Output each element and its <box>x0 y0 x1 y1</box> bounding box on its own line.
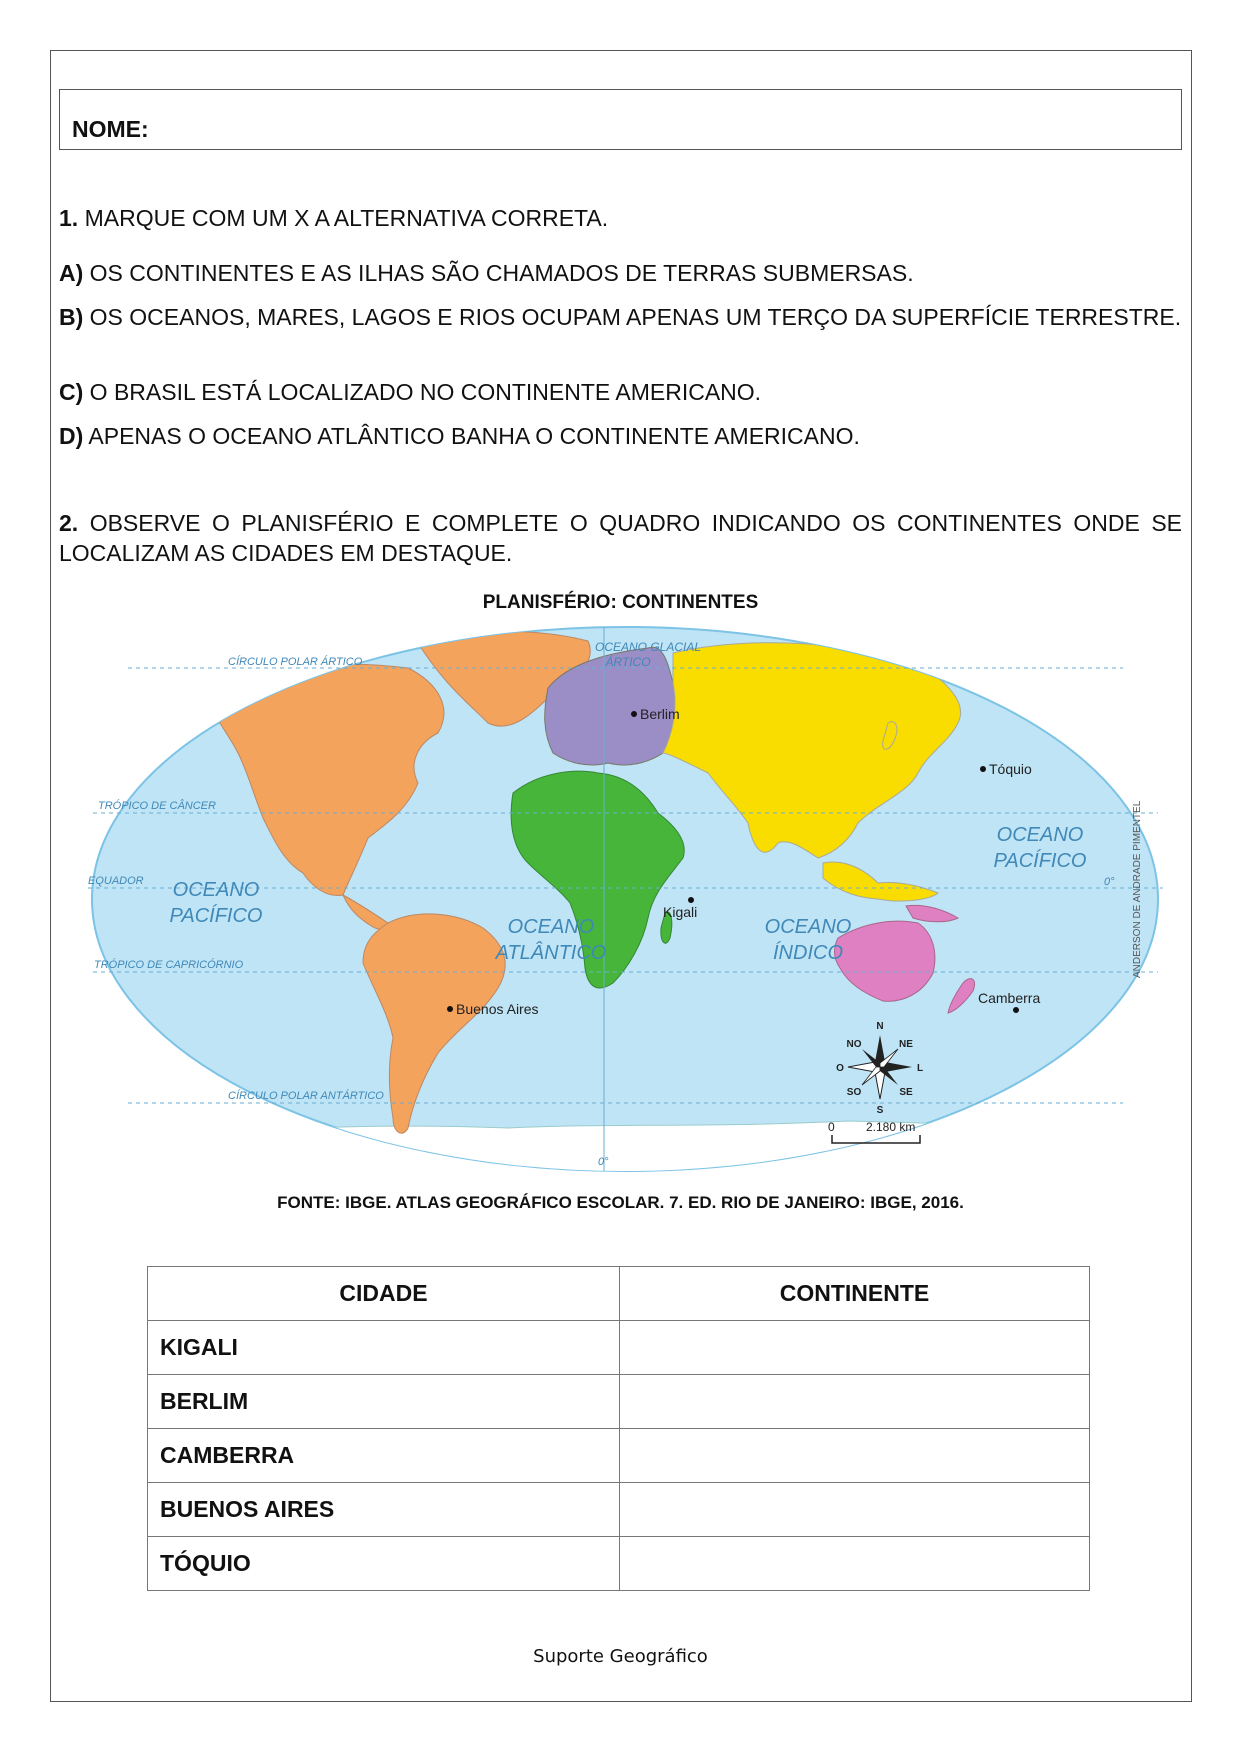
city-cell: KIGALI <box>148 1321 620 1375</box>
compass-no: NO <box>846 1039 862 1050</box>
map-source: FONTE: IBGE. ATLAS GEOGRÁFICO ESCOLAR. 7. ED. RIO DE JANEIRO: IBGE, 2016. <box>277 1193 964 1212</box>
q1-number: 1. <box>59 205 79 231</box>
kigali-dot <box>688 897 694 903</box>
q2-text: OBSERVE O PLANISFÉRIO E COMPLETE O QUADRO INDICANDO OS CONTINENTES ONDE SE LOCALIZAM AS CIDADES EM DESTAQUE. <box>59 510 1182 566</box>
q1-option-a[interactable] <box>59 258 1182 288</box>
compass-n: N <box>876 1021 884 1032</box>
equator-label: EQUADOR <box>88 875 144 887</box>
equator-degree-label: 0° <box>1104 876 1115 888</box>
arctic-ocean-label-1: OCEANO GLACIAL <box>594 640 702 654</box>
camberra-dot <box>1013 1007 1019 1013</box>
option-letter: B) <box>59 304 84 330</box>
indian-label-1: OCEANO <box>764 916 852 938</box>
continent-answer-cell[interactable] <box>620 1321 1090 1375</box>
q2-number: 2. <box>59 510 79 536</box>
q1-text: MARQUE COM UM X A ALTERNATIVA CORRETA. <box>84 205 609 231</box>
table-row <box>148 1537 1090 1591</box>
name-label: NOME: <box>72 116 149 142</box>
city-cell: TÓQUIO <box>148 1537 620 1591</box>
header-continente: CONTINENTE <box>620 1267 1090 1321</box>
buenos-aires-label: Buenos Aires <box>456 1001 539 1017</box>
capricorn-label: TRÓPICO DE CAPRICÓRNIO <box>94 959 244 971</box>
atlantic-label-2: ATLÂNTICO <box>495 942 607 964</box>
cancer-label: TRÓPICO DE CÂNCER <box>98 800 216 812</box>
option-text: O BRASIL ESTÁ LOCALIZADO NO CONTINENTE AMERICANO. <box>89 379 762 405</box>
q1-prompt <box>59 203 1182 233</box>
toquio-dot <box>980 766 986 772</box>
option-text: OS OCEANOS, MARES, LAGOS E RIOS OCUPAM APENAS UM TERÇO DA SUPERFÍCIE TERRESTRE. <box>89 304 1182 330</box>
header-cidade: CIDADE <box>148 1267 620 1321</box>
antarctic-circle-label: CÍRCULO POLAR ANTÁRTICO <box>228 1090 384 1102</box>
continent-answer-cell[interactable] <box>620 1429 1090 1483</box>
compass-o: O <box>836 1063 844 1074</box>
map-credit: ANDERSON DE ANDRADE PIMENTEL <box>1132 800 1143 978</box>
table-row <box>148 1321 1090 1375</box>
q1-option-d[interactable] <box>59 421 1182 451</box>
compass-so: SO <box>846 1087 862 1098</box>
name-field[interactable] <box>59 89 1182 150</box>
city-cell: BERLIM <box>148 1375 620 1429</box>
option-letter: A) <box>59 260 84 286</box>
table-row <box>148 1375 1090 1429</box>
option-letter: D) <box>59 423 84 449</box>
arctic-ocean-label-2: ÁRTICO <box>605 655 651 669</box>
pacific-east-label-2: PACÍFICO <box>993 850 1087 872</box>
camberra-label: Camberra <box>978 990 1041 1006</box>
scale-zero: 0 <box>828 1120 835 1134</box>
footer-credit: Suporte Geográfico <box>533 1646 708 1667</box>
compass-se: SE <box>899 1087 913 1098</box>
compass-ne: NE <box>899 1039 913 1050</box>
continent-answer-cell[interactable] <box>620 1375 1090 1429</box>
prime-meridian-label: 0° <box>598 1156 609 1168</box>
berlim-dot <box>631 711 637 717</box>
option-letter: C) <box>59 379 84 405</box>
pacific-west-label-1: OCEANO <box>172 879 260 901</box>
cities-table <box>147 1266 1090 1591</box>
continent-answer-cell[interactable] <box>620 1483 1090 1537</box>
q1-option-c[interactable] <box>59 377 1182 407</box>
pacific-west-label-2: PACÍFICO <box>169 905 263 927</box>
compass-l: L <box>916 1063 924 1074</box>
atlantic-label-1: OCEANO <box>507 916 595 938</box>
scale-distance: 2.180 km <box>866 1120 916 1134</box>
option-text: APENAS O OCEANO ATLÂNTICO BANHA O CONTINENTE AMERICANO. <box>88 423 860 449</box>
toquio-label: Tóquio <box>989 761 1032 777</box>
pacific-east-label-1: OCEANO <box>996 824 1084 846</box>
indian-label-2: ÍNDICO <box>773 942 843 964</box>
q2-prompt <box>59 508 1182 568</box>
berlim-label: Berlim <box>640 706 680 722</box>
arctic-circle-label: CÍRCULO POLAR ÁRTICO <box>228 656 363 668</box>
map-title: PLANISFÉRIO: CONTINENTES <box>482 592 759 613</box>
buenos-aires-dot <box>447 1006 453 1012</box>
city-cell: BUENOS AIRES <box>148 1483 620 1537</box>
q1-option-b[interactable] <box>59 302 1182 332</box>
antarctica <box>88 1121 1163 1175</box>
kigali-label: Kigali <box>663 904 698 920</box>
continent-answer-cell[interactable] <box>620 1537 1090 1591</box>
table-row <box>148 1483 1090 1537</box>
city-cell: CAMBERRA <box>148 1429 620 1483</box>
table-row <box>148 1429 1090 1483</box>
world-map <box>88 623 1163 1175</box>
option-text: OS CONTINENTES E AS ILHAS SÃO CHAMADOS DE TERRAS SUBMERSAS. <box>89 260 914 286</box>
table-header-row <box>148 1267 1090 1321</box>
compass-s: S <box>876 1105 884 1116</box>
